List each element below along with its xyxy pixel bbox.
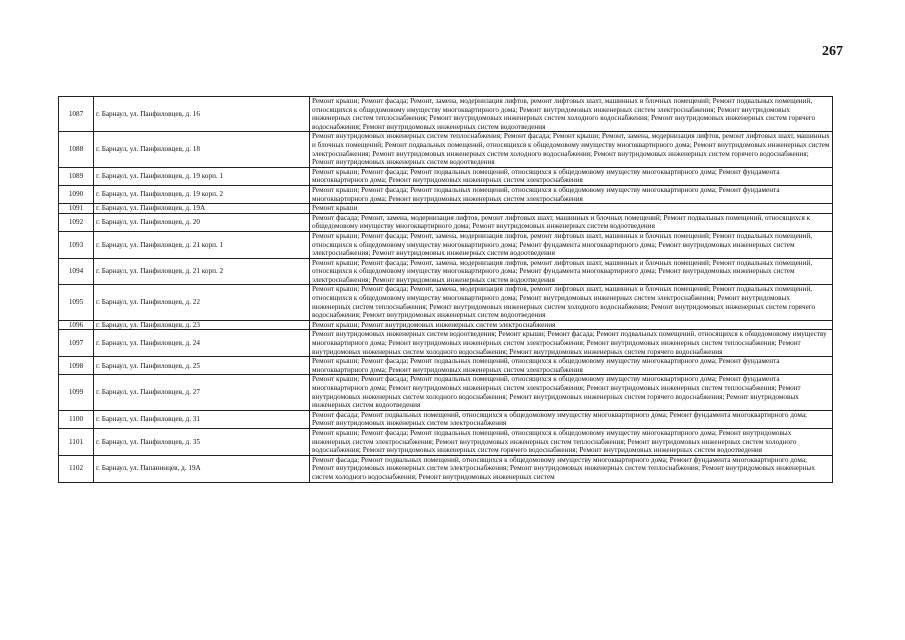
work-types-cell: Ремонт крыши; Ремонт фасада; Ремонт, замена, модернизация лифтов, ремонт лифтовых шахт, машинных и блочных помещений; Ремонт подвальных помещений, относящихся к общедомовому имуществу многоквартирного дома; Ремонт фундамента многоквартирного дома; Ремонт внутридомовых инженерных систем электроснабжения; Ремонт внутридомовых инженерных систем водоотведения <box>310 231 833 258</box>
table-row <box>59 357 833 375</box>
table-row <box>59 231 833 258</box>
work-types-cell: Ремонт крыши; Ремонт внутридомовых инженерных систем электроснабжения <box>310 320 833 330</box>
work-types-cell: Ремонт фасада; Ремонт, замена, модернизация лифтов, ремонт лифтовых шахт, машинных и блочных помещений; Ремонт подвальных помещений, относящихся к общедомовому имуществу многоквартирного дома; Ремонт внутридомовых инженерных систем водоотведения <box>310 213 833 231</box>
row-number: 1092 <box>59 213 94 231</box>
table-row <box>59 185 833 203</box>
table-row <box>59 320 833 330</box>
row-number: 1088 <box>59 132 94 167</box>
address-cell: г. Барнаул, ул. Панфиловцев, д. 23 <box>94 320 310 330</box>
row-number: 1094 <box>59 258 94 285</box>
row-number: 1097 <box>59 330 94 357</box>
table-row <box>59 97 833 132</box>
work-types-cell: Ремонт внутридомовых инженерных систем водоотведения; Ремонт крыши; Ремонт фасада; Ремонт подвальных помещений, относящихся к общедомовому имуществу многоквартирного дома; Ремонт внутридомовых инженерных систем электроснабжения; Ремонт внутридомовых инженерных систем теплоснабжения; Ремонт внутридомовых инженерных систем холодного водоснабжения; Ремонт внутридомовых инженерных систем горячего водоснабжения <box>310 330 833 357</box>
row-number: 1102 <box>59 455 94 482</box>
table-row <box>59 132 833 167</box>
row-number: 1093 <box>59 231 94 258</box>
table-body <box>59 97 833 483</box>
address-cell: г. Барнаул, ул. Панфиловцев, д. 25 <box>94 357 310 375</box>
row-number: 1099 <box>59 375 94 410</box>
table-row <box>59 167 833 185</box>
work-types-cell: Ремонт крыши; Ремонт фасада; Ремонт, замена, модернизация лифтов, ремонт лифтовых шахт, машинных и блочных помещений; Ремонт подвальных помещений, относящихся к общедомовому имуществу многоквартирного дома; Ремонт фундамента многоквартирного дома; Ремонт внутридомовых инженерных систем электроснабжения; Ремонт внутридомовых инженерных систем водоотведения <box>310 258 833 285</box>
table-row <box>59 428 833 455</box>
address-cell: г. Барнаул, ул. Панфиловцев, д. 19 корп. 2 <box>94 185 310 203</box>
table-row <box>59 330 833 357</box>
work-types-cell: Ремонт крыши; Ремонт фасада; Ремонт, замена, модернизация лифтов, ремонт лифтовых шахт, машинных и блочных помещений; Ремонт подвальных помещений, относящихся к общедомовому имуществу многоквартирного дома; Ремонт внутридомовых инженерных систем электроснабжения; Ремонт внутридомовых инженерных систем теплоснабжения; Ремонт внутридомовых инженерных систем холодного водоснабжения; Ремонт внутридомовых инженерных систем горячего водоснабжения; Ремонт внутридомовых инженерных систем водоотведения <box>310 97 833 132</box>
address-cell: г. Барнаул, ул. Панфиловцев, д. 27 <box>94 375 310 410</box>
row-number: 1087 <box>59 97 94 132</box>
address-cell: г. Барнаул, ул. Панфиловцев, д. 19 корп. 1 <box>94 167 310 185</box>
row-number: 1095 <box>59 285 94 320</box>
work-types-cell: Ремонт крыши; Ремонт фасада; Ремонт подвальных помещений, относящихся к общедомовому имуществу многоквартирного дома; Ремонт фундамента многоквартирного дома; Ремонт внутридомовых инженерных систем электроснабжения <box>310 185 833 203</box>
work-types-cell: Ремонт крыши; Ремонт фасада; Ремонт подвальных помещений, относящихся к общедомовому имуществу многоквартирного дома; Ремонт фундамента многоквартирного дома; Ремонт внутридомовых инженерных систем электроснабжения <box>310 167 833 185</box>
address-cell: г. Барнаул, ул. Панфиловцев, д. 18 <box>94 132 310 167</box>
work-types-cell: Ремонт фасада; Ремонт подвальных помещений, относящихся к общедомовому имуществу многоквартирного дома; Ремонт фундамента многоквартирного дома; Ремонт внутридомовых инженерных систем электроснабжения; Ремонт внутридомовых инженерных систем теплоснабжения; Ремонт внутридомовых инженерных систем холодного водоснабжения; Ремонт внутридомовых инженерных систем <box>310 455 833 482</box>
work-types-cell: Ремонт крыши; Ремонт фасада; Ремонт подвальных помещений, относящихся к общедомовому имуществу многоквартирного дома; Ремонт фундамента многоквартирного дома; Ремонт внутридомовых инженерных систем электроснабжения <box>310 357 833 375</box>
row-number: 1089 <box>59 167 94 185</box>
work-types-cell: Ремонт крыши; Ремонт фасада; Ремонт подвальных помещений, относящихся к общедомовому имуществу многоквартирного дома; Ремонт фундамента многоквартирного дома; Ремонт внутридомовых инженерных систем электроснабжения; Ремонт внутридомовых инженерных систем теплоснабжения; Ремонт внутридомовых инженерных систем холодного водоснабжения; Ремонт внутридомовых инженерных систем горячего водоснабжения; Ремонт внутридомовых инженерных систем водоотведения <box>310 375 833 410</box>
table-row <box>59 258 833 285</box>
table-row <box>59 455 833 482</box>
work-types-cell: Ремонт фасада; Ремонт подвальных помещений, относящихся к общедомовому имуществу многоквартирного дома; Ремонт фундамента многоквартирного дома; Ремонт внутридомовых инженерных систем электроснабжения <box>310 410 833 428</box>
table-row <box>59 213 833 231</box>
work-types-cell: Ремонт крыши <box>310 204 833 214</box>
address-cell: г. Барнаул, ул. Панфиловцев, д. 31 <box>94 410 310 428</box>
address-cell: г. Барнаул, ул. Панфиловцев, д. 21 корп. 1 <box>94 231 310 258</box>
address-cell: г. Барнаул, ул. Панфиловцев, д. 16 <box>94 97 310 132</box>
address-cell: г. Барнаул, ул. Панфиловцев, д. 22 <box>94 285 310 320</box>
row-number: 1100 <box>59 410 94 428</box>
address-cell: г. Барнаул, ул. Панфиловцев, д. 20 <box>94 213 310 231</box>
page-number: 267 <box>822 44 843 59</box>
repair-register-table <box>58 96 833 483</box>
row-number: 1098 <box>59 357 94 375</box>
address-cell: г. Барнаул, ул. Панфиловцев, д. 19А <box>94 204 310 214</box>
work-types-cell: Ремонт крыши; Ремонт фасада; Ремонт, замена, модернизация лифтов, ремонт лифтовых шахт, машинных и блочных помещений; Ремонт подвальных помещений, относящихся к общедомовому имуществу многоквартирного дома; Ремонт внутридомовых инженерных систем электроснабжения; Ремонт внутридомовых инженерных систем теплоснабжения; Ремонт внутридомовых инженерных систем холодного водоснабжения; Ремонт внутридомовых инженерных систем горячего водоснабжения; Ремонт внутридомовых инженерных систем водоотведения <box>310 285 833 320</box>
table-row <box>59 410 833 428</box>
address-cell: г. Барнаул, ул. Панфиловцев, д. 24 <box>94 330 310 357</box>
table-row <box>59 204 833 214</box>
row-number: 1091 <box>59 204 94 214</box>
table-row <box>59 285 833 320</box>
table-row <box>59 375 833 410</box>
row-number: 1090 <box>59 185 94 203</box>
address-cell: г. Барнаул, ул. Папанинцев, д. 19А <box>94 455 310 482</box>
address-cell: г. Барнаул, ул. Панфиловцев, д. 21 корп. 2 <box>94 258 310 285</box>
row-number: 1096 <box>59 320 94 330</box>
work-types-cell: Ремонт внутридомовых инженерных систем теплоснабжения; Ремонт фасада; Ремонт крыши; Ремонт, замена, модернизация лифтов, ремонт лифтовых шахт, машинных и блочных помещений; Ремонт подвальных помещений, относящихся к общедомовому имуществу многоквартирного дома; Ремонт внутридомовых инженерных систем электроснабжения; Ремонт внутридомовых инженерных систем холодного водоснабжения; Ремонт внутридомовых инженерных систем горячего водоснабжения; Ремонт внутридомовых инженерных систем водоотведения <box>310 132 833 167</box>
work-types-cell: Ремонт крыши; Ремонт фасада; Ремонт подвальных помещений, относящихся к общедомовому имуществу многоквартирного дома; Ремонт внутридомовых инженерных систем электроснабжения; Ремонт внутридомовых инженерных систем теплоснабжения; Ремонт внутридомовых инженерных систем холодного водоснабжения; Ремонт внутридомовых инженерных систем горячего водоснабжения; Ремонт внутридомовых инженерных систем водоотведения <box>310 428 833 455</box>
address-cell: г. Барнаул, ул. Панфиловцев, д. 35 <box>94 428 310 455</box>
row-number: 1101 <box>59 428 94 455</box>
